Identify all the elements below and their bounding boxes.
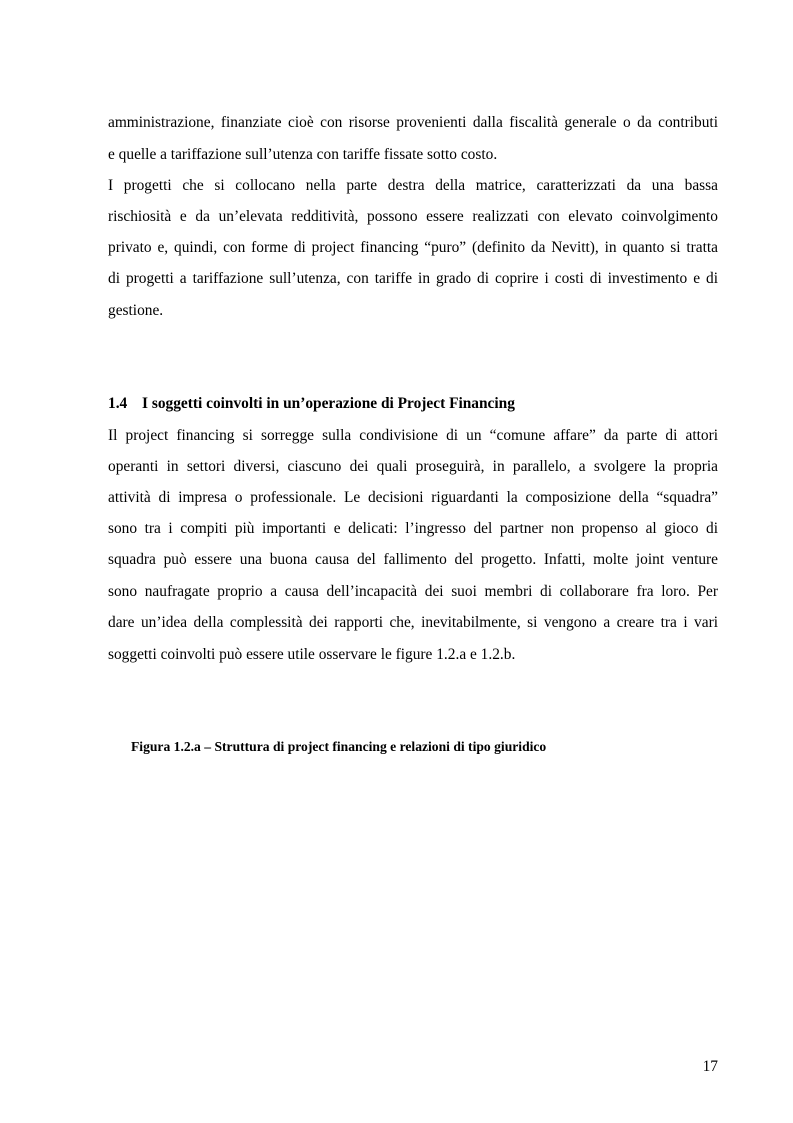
section-number: 1.4 [108, 395, 128, 412]
page-number: 17 [702, 1058, 718, 1075]
paragraph-1-line-1: amministrazione, finanziate cioè con risorse provenienti dalla fiscalità generale o da contributi [108, 114, 718, 131]
paragraph-3-line-8: soggetti coinvolti può essere utile osservare le figure 1.2.a e 1.2.b. [108, 646, 516, 663]
paragraph-3-line-7: dare un’idea della complessità dei rapporti che, inevitabilmente, si vengono a creare tra i vari [108, 614, 718, 631]
paragraph-3-line-2: operanti in settori diversi, ciascuno dei quali proseguirà, in parallelo, a svolgere la propria [108, 458, 718, 475]
paragraph-3-line-1: Il project financing si sorregge sulla condivisione di un “comune affare” da parte di attori [108, 427, 718, 444]
paragraph-3-line-4: sono tra i compiti più importanti e delicati: l’ingresso del partner non propenso al gioco di [108, 520, 718, 537]
paragraph-2-line-4: di progetti a tariffazione sull’utenza, con tariffe in grado di coprire i costi di investimento e di [108, 270, 718, 287]
paragraph-3-line-6: sono naufragate proprio a causa dell’incapacità dei suoi membri di collaborare fra loro. Per [108, 583, 718, 600]
paragraph-1-line-2: e quelle a tariffazione sull’utenza con tariffe fissate sotto costo. [108, 146, 498, 163]
section-title: I soggetti coinvolti in un’operazione di Project Financing [142, 395, 515, 412]
paragraph-3-line-5: squadra può essere una buona causa del fallimento del progetto. Infatti, molte joint venture [108, 551, 718, 568]
paragraph-2-line-3: privato e, quindi, con forme di project financing “puro” (definito da Nevitt), in quanto si tratta [108, 239, 718, 256]
section-heading [108, 394, 515, 414]
paragraph-2-line-5: gestione. [108, 302, 164, 319]
paragraph-3-line-3: attività di impresa o professionale. Le decisioni riguardanti la composizione della “squadra” [108, 489, 718, 506]
figure-caption: Figura 1.2.a – Struttura di project financing e relazioni di tipo giuridico [131, 739, 547, 754]
paragraph-2-line-1: I progetti che si collocano nella parte destra della matrice, caratterizzati da una bassa [108, 177, 718, 194]
paragraph-2-line-2: rischiosità e da un’elevata redditività, possono essere realizzati con elevato coinvolgimento [108, 208, 718, 225]
